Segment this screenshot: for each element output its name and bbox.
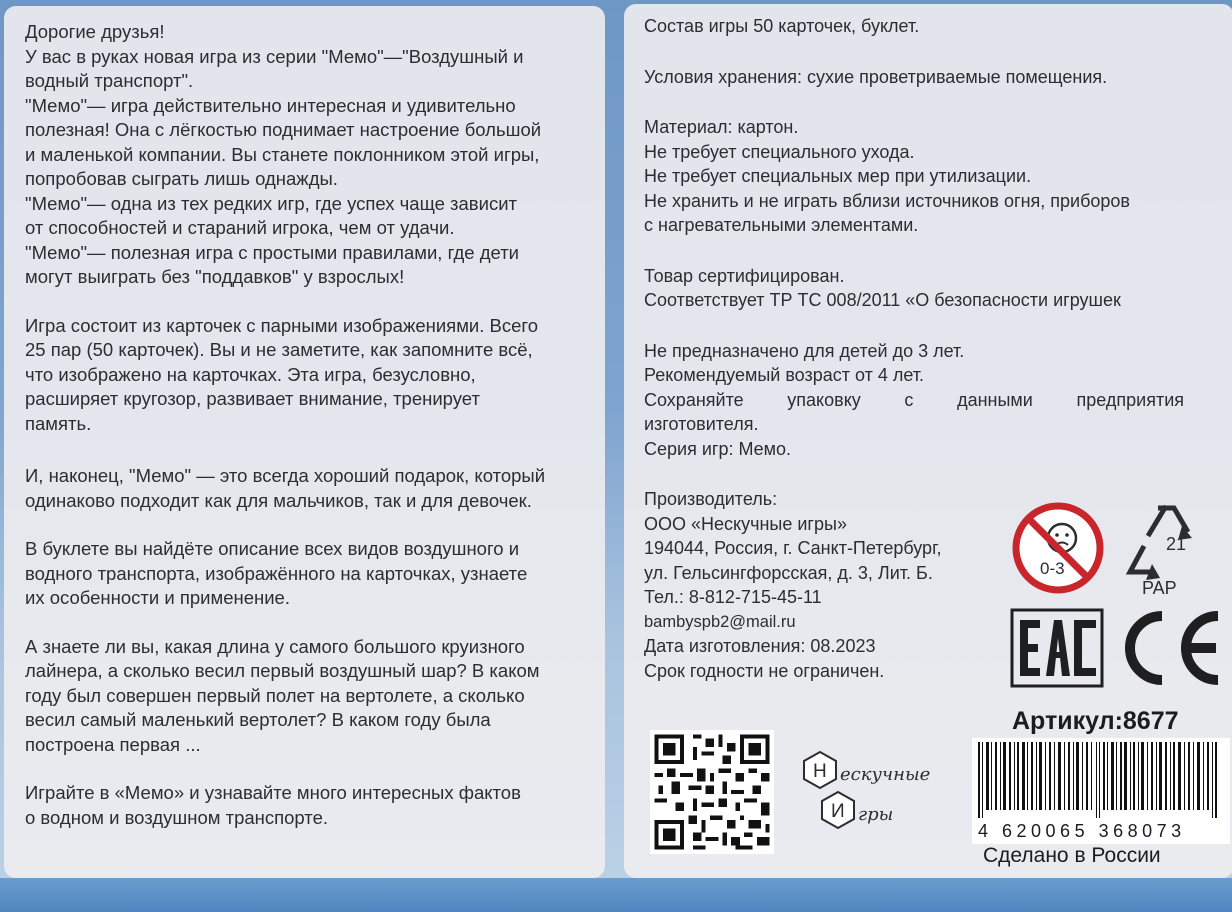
text-line: водный транспорт".: [25, 70, 194, 91]
text-line: построена первая ...: [25, 733, 201, 755]
text-line: водного транспорта, изображённого на карточках, узнаете: [25, 562, 528, 584]
left-text-panel: [4, 6, 605, 878]
text-line: году был совершен первый полет на вертолете, а сколько: [25, 684, 525, 706]
text-line: и маленькой компании. Вы станете поклонником этой игры,: [25, 143, 540, 165]
barcode-bars-icon: [972, 738, 1230, 818]
game-description-paragraph: [25, 314, 585, 437]
text-line: ул. Гельсингфорсская, д. 3, Лит. Б.: [644, 562, 933, 583]
logo-word: гры: [858, 804, 894, 825]
recycle-code: PAP: [1142, 578, 1177, 598]
text-line: от способностей и стараний игрока, чем от удачи.: [25, 217, 455, 238]
box-bottom-edge: [0, 878, 1232, 912]
text-line: ООО «Нескучные игры»: [644, 513, 847, 534]
text-line: Производитель:: [644, 489, 778, 509]
text-line: Материал: картон.: [644, 117, 799, 137]
company-logo: [798, 748, 968, 845]
text-line: А знаете ли вы, какая длина у самого большого круизного: [25, 635, 525, 657]
text-line: Рекомендуемый возраст от 4 лет.: [644, 365, 925, 385]
logo-letter: И: [831, 801, 845, 822]
text-line: с нагревательными элементами.: [644, 215, 919, 235]
text-line: о водном и воздушном транспорте.: [25, 806, 328, 828]
text-line: их особенности и применение.: [25, 587, 290, 608]
certification-block: [644, 264, 1232, 313]
article-number: Артикул:8677: [1012, 707, 1179, 735]
logo-letter: Н: [813, 761, 827, 782]
age-block: [644, 339, 1232, 462]
text-line: 25 пар (50 карточек). Вы и не заметите, как запомните всё,: [25, 339, 533, 360]
text-line: И, наконец, "Мемо" — это всегда хороший подарок, который: [25, 465, 546, 486]
email-text: bambyspb2@mail.ru: [644, 612, 796, 631]
age-restriction-icon: [1010, 500, 1106, 601]
text-line: Товар сертифицирован.: [644, 265, 845, 286]
made-in-label: Сделано в России: [983, 844, 1161, 867]
composition-text: Состав игры 50 карточек, буклет.: [644, 16, 920, 36]
text-line: могут выиграть без "поддавков" у взрослых!: [25, 266, 405, 287]
material-block: [644, 115, 1232, 238]
text-line: изготовителя.: [644, 414, 759, 434]
recycle-icon: [1118, 498, 1230, 607]
recycle-number: 21: [1166, 534, 1187, 554]
eac-mark-icon: [1010, 608, 1104, 693]
text-line: "Мемо"— игра действительно интересная и удивительно: [25, 94, 516, 116]
text-line: Игра состоит из карточек с парными изображениями. Всего: [25, 314, 539, 336]
text-line: Играйте в «Мемо» и узнавайте много интересных фактов: [25, 782, 521, 803]
logo-word: ескучные: [840, 764, 931, 785]
text-line: Дата изготовления: 08.2023: [644, 636, 876, 656]
greeting: Дорогие друзья!: [25, 21, 165, 42]
text-line: Не требует специального ухода.: [644, 141, 915, 162]
text-line: что изображено на карточках. Эта игра, безусловно,: [25, 363, 476, 385]
text-line: Не предназначено для детей до 3 лет.: [644, 340, 965, 361]
text-line: расширяет кругозор, развивает внимание, тренирует: [25, 388, 480, 409]
text-line: Серия игр: Мемо.: [644, 438, 792, 459]
text-line: память.: [25, 412, 92, 434]
intro-paragraph: [25, 45, 585, 290]
barcode: [972, 738, 1230, 844]
text-line: 194044, Россия, г. Санкт-Петербург,: [644, 538, 942, 558]
text-line: полезная! Она с лёгкостью поднимает настроение большой: [25, 119, 542, 140]
storage-text: Условия хранения: сухие проветриваемые помещения.: [644, 66, 1108, 87]
text-line: В буклете вы найдёте описание всех видов воздушного и: [25, 538, 520, 559]
text-line: Не хранить и не играть вблизи источников огня, приборов: [644, 190, 1130, 211]
text-line: попробовав сыграть лишь однажды.: [25, 168, 338, 189]
ce-mark-icon: [1114, 606, 1230, 695]
text-line: "Мемо"— одна из тех редких игр, где успех чаще зависит: [25, 192, 518, 214]
text-line: Срок годности не ограничен.: [644, 660, 885, 681]
text-line: Соответствует ТР ТС 008/2011 «О безопасности игрушек: [644, 290, 1121, 310]
text-line: Тел.: 8-812-715-45-11: [644, 587, 822, 607]
text-line: Сохраняйте упаковку с данными предприятия: [644, 389, 1184, 410]
text-line: "Мемо"— полезная игра с простыми правилами, где дети: [25, 241, 519, 263]
barcode-digits: 4 620065 368073: [978, 821, 1186, 841]
booklet-paragraph: [25, 537, 585, 611]
text-line: одинаково подходит как для мальчиков, так и для девочек.: [25, 489, 532, 511]
gift-paragraph: [25, 464, 585, 513]
text-line: Не требует специальных мер при утилизации.: [644, 166, 1032, 186]
age-label: 0-3: [1040, 559, 1065, 578]
text-line: У вас в руках новая игра из серии "Мемо"—"Воздушный и: [25, 45, 524, 67]
text-line: весил самый маленький вертолет? В каком году была: [25, 709, 491, 730]
text-line: лайнера, а сколько весил первый воздушный шар? В каком: [25, 660, 540, 681]
questions-paragraph: [25, 635, 585, 758]
closing-paragraph: [25, 781, 585, 830]
qr-code: [650, 730, 774, 854]
